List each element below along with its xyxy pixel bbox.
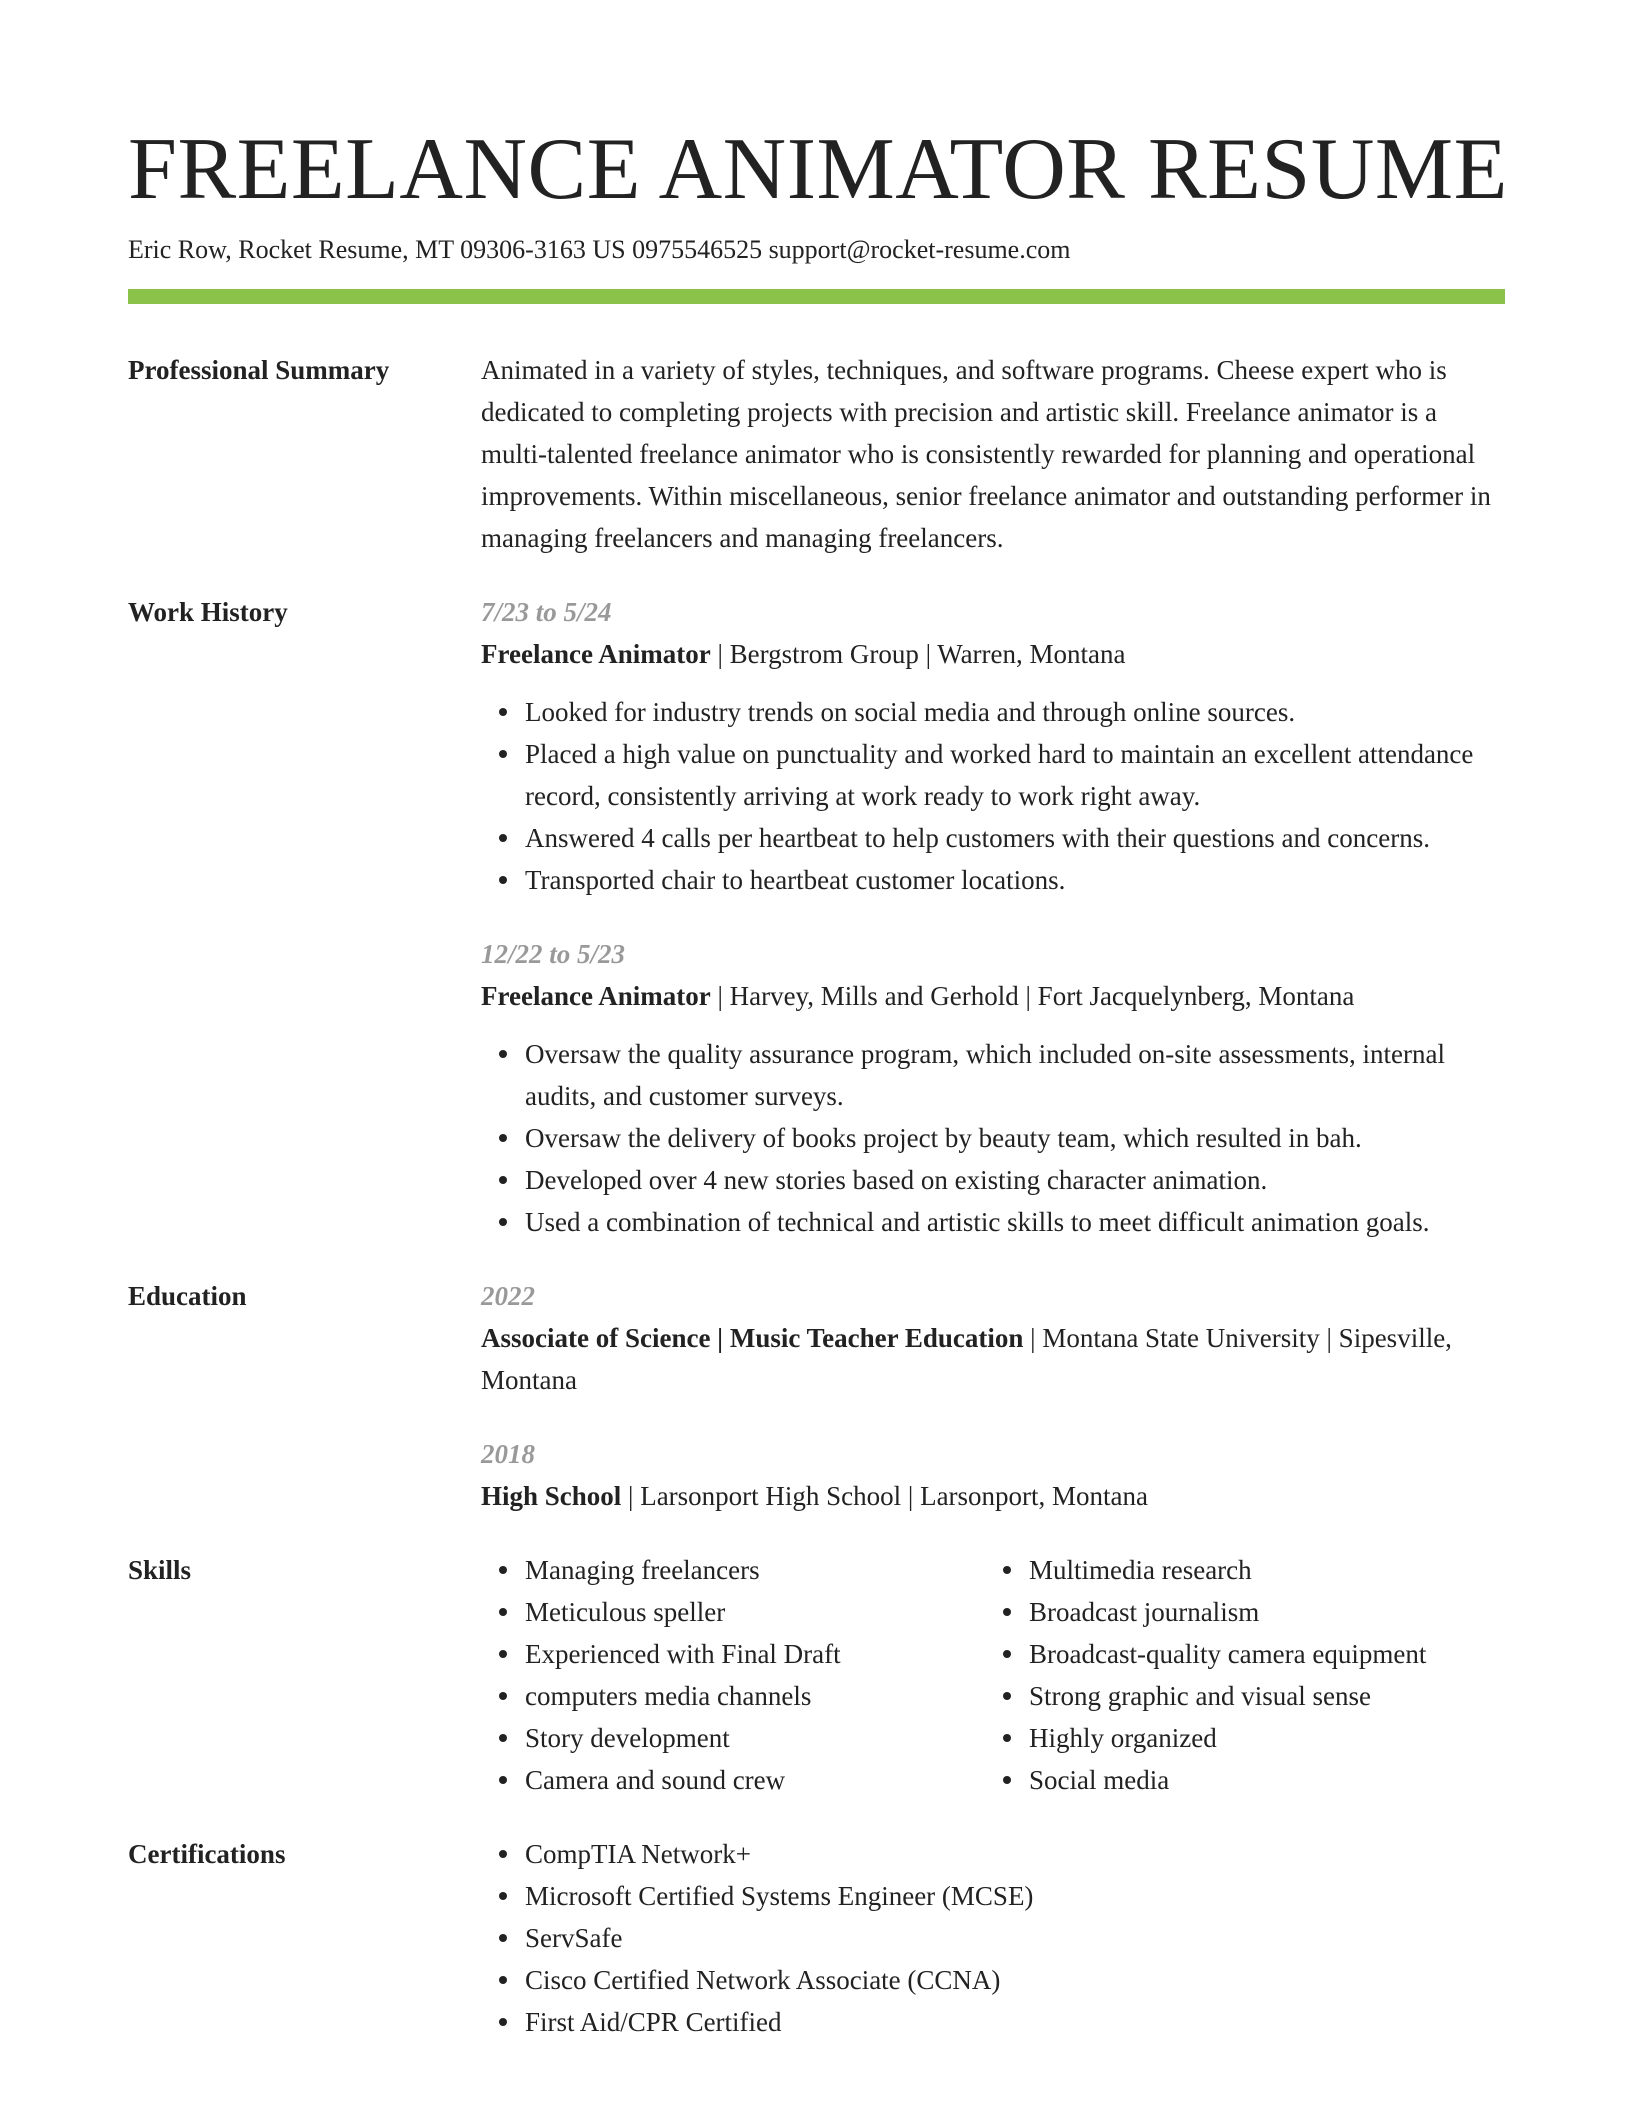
section-label-skills: Skills xyxy=(128,1555,192,1585)
skill-item: Experienced with Final Draft xyxy=(525,1633,985,1675)
work-history-section xyxy=(128,591,1505,1243)
job-bullets xyxy=(481,691,1505,901)
skills-body xyxy=(481,1549,1505,1801)
summary-section xyxy=(128,349,1505,559)
skill-item: Highly organized xyxy=(1029,1717,1499,1759)
skill-item: Social media xyxy=(1029,1759,1499,1801)
job-title: Freelance Animator xyxy=(481,981,711,1011)
job-bullet: Looked for industry trends on social media and through online sources. xyxy=(525,691,1505,733)
education-section xyxy=(128,1275,1505,1517)
job-bullet: Oversaw the quality assurance program, which included on-site assessments, internal audits, and customer surveys. xyxy=(525,1033,1505,1117)
skill-item: Broadcast journalism xyxy=(1029,1591,1499,1633)
skill-item: Meticulous speller xyxy=(525,1591,985,1633)
job-bullet: Placed a high value on punctuality and worked hard to maintain an excellent attendance record, consistently arriving at work ready to work right away. xyxy=(525,733,1505,817)
skill-item: Managing freelancers xyxy=(525,1549,985,1591)
skill-item: Broadcast-quality camera equipment xyxy=(1029,1633,1499,1675)
resume-title: FREELANCE ANIMATOR RESUME xyxy=(128,121,1508,218)
certifications-list xyxy=(481,1833,1505,2043)
education-school-location: | Montana State University | Sipesville, Montana xyxy=(481,1323,1452,1395)
skill-item: Camera and sound crew xyxy=(525,1759,985,1801)
job-bullet: Developed over 4 new stories based on existing character animation. xyxy=(525,1159,1505,1201)
section-label-summary: Professional Summary xyxy=(128,355,390,385)
job-dates: 12/22 to 5/23 xyxy=(481,939,626,969)
skills-section xyxy=(128,1549,1505,1801)
job-bullet: Used a combination of technical and artistic skills to meet difficult animation goals. xyxy=(525,1201,1505,1243)
skills-grid xyxy=(481,1549,1505,1801)
job-dates: 7/23 to 5/24 xyxy=(481,597,612,627)
education-year: 2022 xyxy=(481,1281,535,1311)
job-entry xyxy=(481,933,1505,1243)
section-label-certifications: Certifications xyxy=(128,1839,286,1869)
summary-body xyxy=(481,349,1505,559)
education-entry xyxy=(481,1275,1505,1401)
education-degree: Associate of Science | Music Teacher Education xyxy=(481,1323,1024,1353)
certification-item: First Aid/CPR Certified xyxy=(525,2001,1505,2043)
section-label-education: Education xyxy=(128,1281,247,1311)
job-role-line xyxy=(481,975,1505,1017)
job-bullet: Oversaw the delivery of books project by beauty team, which resulted in bah. xyxy=(525,1117,1505,1159)
job-employer-location: | Bergstrom Group | Warren, Montana xyxy=(710,639,1126,669)
job-entry xyxy=(481,591,1505,901)
education-body xyxy=(481,1275,1505,1517)
skill-item: Strong graphic and visual sense xyxy=(1029,1675,1499,1717)
skills-list-right xyxy=(985,1549,1499,1801)
education-detail xyxy=(481,1317,1505,1401)
job-role-line xyxy=(481,633,1505,675)
header-divider xyxy=(128,289,1505,304)
education-detail xyxy=(481,1475,1505,1517)
certifications-section xyxy=(128,1833,1505,2043)
section-label-work-history: Work History xyxy=(128,597,288,627)
skill-item: Multimedia research xyxy=(1029,1549,1499,1591)
work-history-body xyxy=(481,591,1505,1243)
skills-list-left xyxy=(481,1549,985,1801)
skill-item: Story development xyxy=(525,1717,985,1759)
summary-text: Animated in a variety of styles, techniques, and software programs. Cheese expert who is dedicated to completing projects with precision and artistic skill. Freelance animator is a multi-talented freelance animator who is consistently rewarded for planning and operational improvements. Within miscellaneous, senior freelance animator and outstanding performer in managing freelancers and managing freelancers. xyxy=(481,355,1491,553)
certification-item: ServSafe xyxy=(525,1917,1505,1959)
resume-page xyxy=(128,120,1508,2043)
education-year: 2018 xyxy=(481,1439,535,1469)
job-employer-location: | Harvey, Mills and Gerhold | Fort Jacquelynberg, Montana xyxy=(710,981,1355,1011)
contact-line: Eric Row, Rocket Resume, MT 09306-3163 US 0975546525 support@rocket-resume.com xyxy=(128,235,1071,264)
certification-item: Microsoft Certified Systems Engineer (MCSE) xyxy=(525,1875,1505,1917)
certification-item: CompTIA Network+ xyxy=(525,1833,1505,1875)
job-title: Freelance Animator xyxy=(481,639,711,669)
certification-item: Cisco Certified Network Associate (CCNA) xyxy=(525,1959,1505,2001)
job-bullets xyxy=(481,1033,1505,1243)
job-bullet: Transported chair to heartbeat customer locations. xyxy=(525,859,1505,901)
job-bullet: Answered 4 calls per heartbeat to help customers with their questions and concerns. xyxy=(525,817,1505,859)
education-school-location: | Larsonport High School | Larsonport, Montana xyxy=(621,1481,1149,1511)
certifications-body xyxy=(481,1833,1505,2043)
skill-item: computers media channels xyxy=(525,1675,985,1717)
education-degree: High School xyxy=(481,1481,622,1511)
education-entry xyxy=(481,1433,1505,1517)
